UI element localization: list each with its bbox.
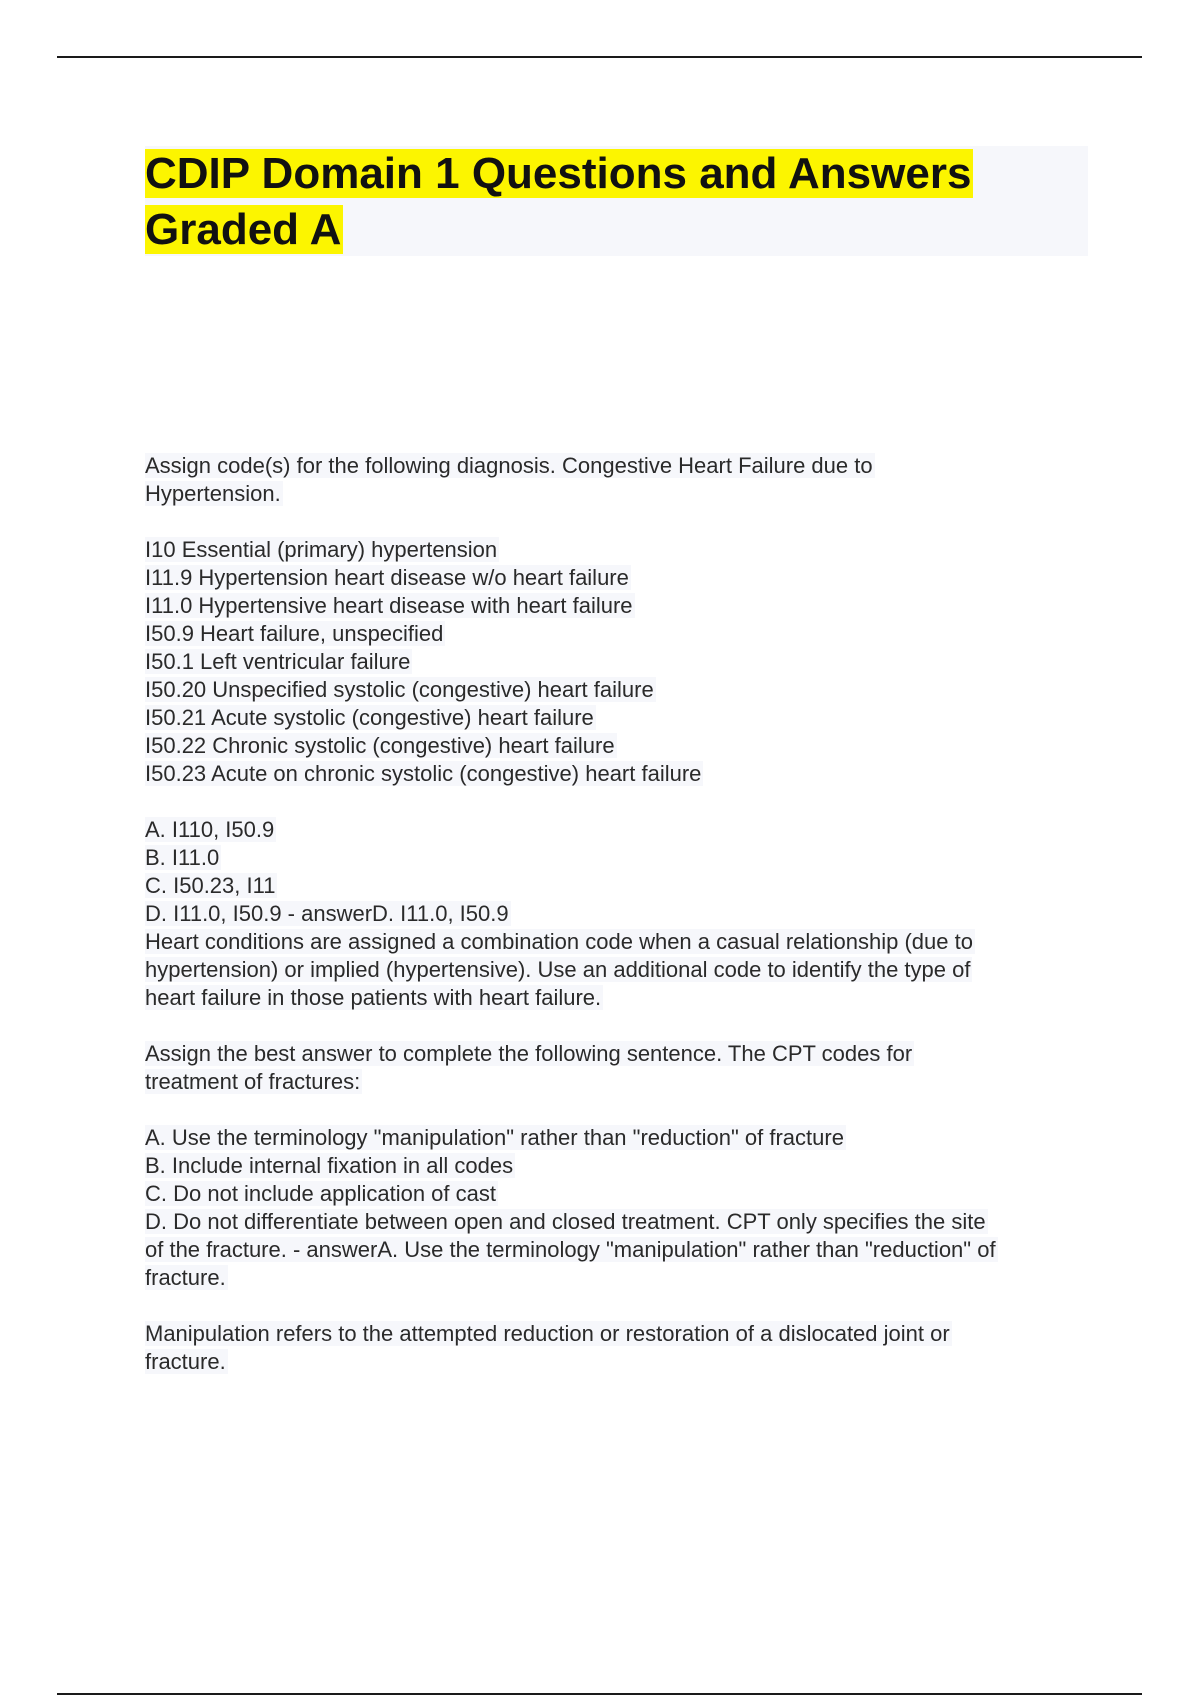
code-item: I50.9 Heart failure, unspecified xyxy=(145,621,444,646)
question-1-prompt-line-1: Assign code(s) for the following diagnosis. Congestive Heart Failure due to xyxy=(145,453,873,478)
explanation-line: fracture. xyxy=(145,1349,226,1374)
bottom-rule xyxy=(57,1693,1142,1695)
code-item: I11.0 Hypertensive heart disease with heart failure xyxy=(145,593,633,618)
question-1-code-list xyxy=(145,536,1085,788)
explanation-line: Heart conditions are assigned a combination code when a casual relationship (due to xyxy=(145,929,973,954)
title-line-2: Graded A xyxy=(145,205,342,254)
answer-option-with-answer: of the fracture. - answerA. Use the terminology "manipulation" rather than "reduction" of xyxy=(145,1237,996,1262)
code-item: I50.1 Left ventricular failure xyxy=(145,649,411,674)
explanation-line: Manipulation refers to the attempted reduction or restoration of a dislocated joint or xyxy=(145,1321,950,1346)
code-item: I50.21 Acute systolic (congestive) heart failure xyxy=(145,705,594,730)
document-title xyxy=(145,146,1088,258)
answer-option-with-answer: D. I11.0, I50.9 - answerD. I11.0, I50.9 xyxy=(145,901,509,926)
top-rule xyxy=(57,56,1142,58)
explanation-line: hypertension) or implied (hypertensive). Use an additional code to identify the type of xyxy=(145,957,971,982)
question-2-prompt-line-2: treatment of fractures: xyxy=(145,1069,361,1094)
code-item: I50.22 Chronic systolic (congestive) heart failure xyxy=(145,733,615,758)
question-1 xyxy=(145,452,1085,1012)
code-item: I10 Essential (primary) hypertension xyxy=(145,537,498,562)
answer-option: A. Use the terminology "manipulation" rather than "reduction" of fracture xyxy=(145,1125,844,1150)
answer-option: D. Do not differentiate between open and closed treatment. CPT only specifies the site xyxy=(145,1209,986,1234)
answer-option: B. I11.0 xyxy=(145,845,220,870)
question-2-options xyxy=(145,1124,1085,1292)
question-2-prompt-line-1: Assign the best answer to complete the following sentence. The CPT codes for xyxy=(145,1041,913,1066)
title-line-1: CDIP Domain 1 Questions and Answers xyxy=(145,149,972,198)
answer-option: A. I110, I50.9 xyxy=(145,817,275,842)
code-item: I50.20 Unspecified systolic (congestive) heart failure xyxy=(145,677,654,702)
question-2-explanation xyxy=(145,1320,1085,1376)
answer-option: B. Include internal fixation in all codes xyxy=(145,1153,514,1178)
question-1-prompt-line-2: Hypertension. xyxy=(145,481,281,506)
code-item: I50.23 Acute on chronic systolic (congestive) heart failure xyxy=(145,761,702,786)
answer-option: C. Do not include application of cast xyxy=(145,1181,496,1206)
answer-option: C. I50.23, I11 xyxy=(145,873,276,898)
title-block xyxy=(145,146,1088,256)
question-1-explanation xyxy=(145,928,1085,1012)
document-body xyxy=(145,452,1085,1376)
explanation-line: heart failure in those patients with heart failure. xyxy=(145,985,602,1010)
answer-option-with-answer: fracture. xyxy=(145,1265,226,1290)
code-item: I11.9 Hypertension heart disease w/o heart failure xyxy=(145,565,629,590)
question-1-options xyxy=(145,816,1085,928)
question-2 xyxy=(145,1040,1085,1376)
